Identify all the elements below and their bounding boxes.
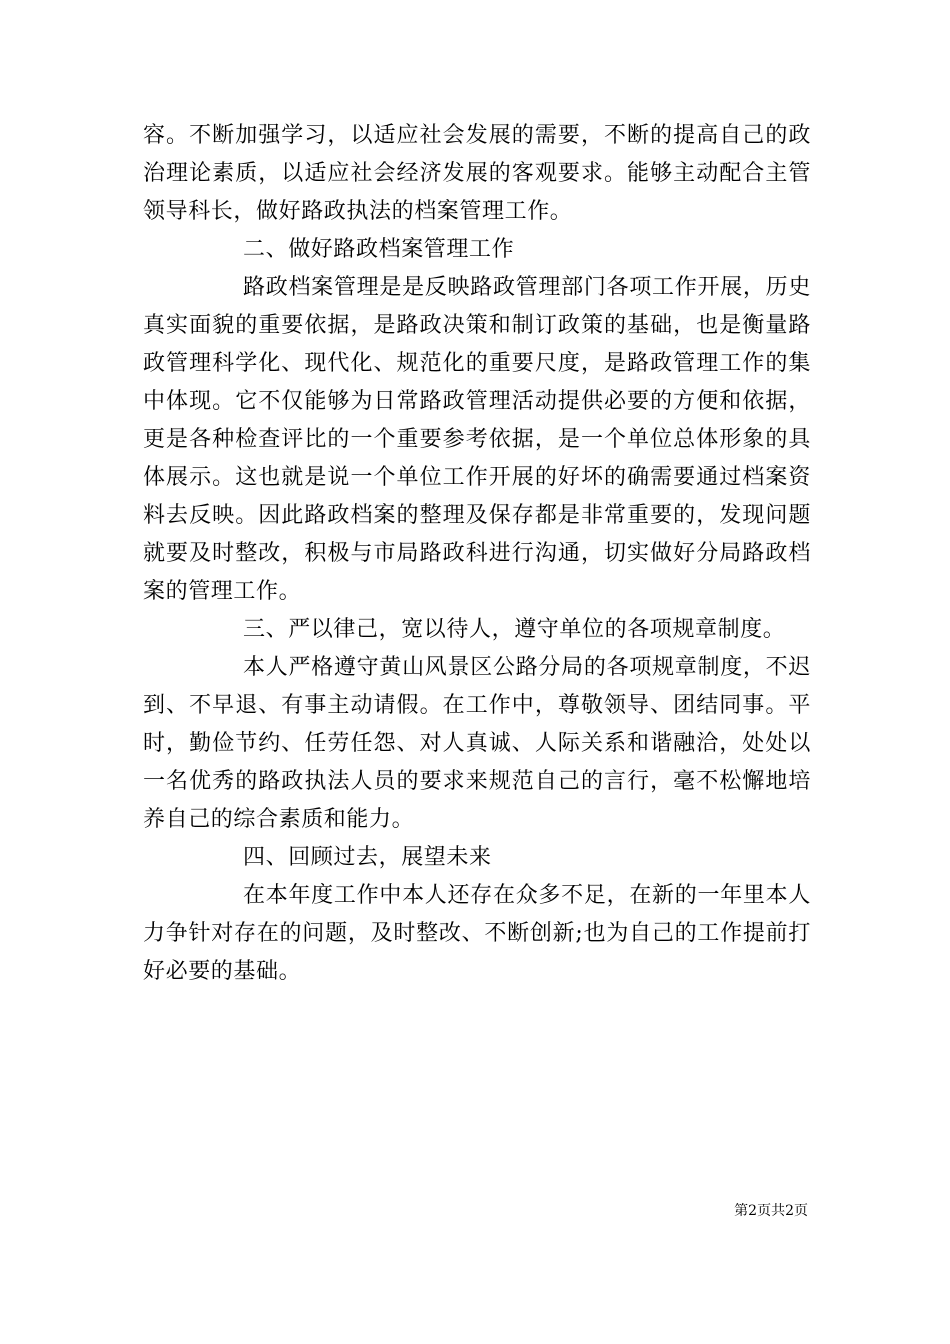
document-body bbox=[143, 117, 811, 991]
paragraph-archive-management: 路政档案管理是是反映路政管理部门各项工作开展，历史真实面貌的重要依据，是路政决策和制订政策的基础，也是衡量路政管理科学化、现代化、规范化的重要尺度，是路政管理工作的集中体现。它不仅能够为日常路政管理活动提供必要的方便和依据，更是各种检查评比的一个重要参考依据，是一个单位总体形象的具体展示。这也就是说一个单位工作开展的好坏的确需要通过档案资料去反映。因此路政档案的整理及保存都是非常重要的，发现问题就要及时整改，积极与市局路政科进行沟通，切实做好分局路政档案的管理工作。 bbox=[143, 275, 811, 604]
heading-section-3: 三、严以律己，宽以待人，遵守单位的各项规章制度。 bbox=[243, 617, 786, 642]
heading-section-2: 二、做好路政档案管理工作 bbox=[243, 237, 515, 262]
paragraph-continuation: 容。不断加强学习，以适应社会发展的需要，不断的提高自己的政治理论素质，以适应社会经济发展的客观要求。能够主动配合主管领导科长，做好路政执法的档案管理工作。 bbox=[143, 123, 811, 224]
heading-section-4: 四、回顾过去，展望未来 bbox=[243, 845, 492, 870]
page-number: 第2页共2页 bbox=[734, 1203, 808, 1219]
paragraph-rules: 本人严格遵守黄山风景区公路分局的各项规章制度，不迟到、不早退、有事主动请假。在工作中，尊敬领导、团结同事。平时，勤俭节约、任劳任怨、对人真诚、人际关系和谐融洽，处处以一名优秀的路政执法人员的要求来规范自己的言行，毫不松懈地培养自己的综合素质和能力。 bbox=[143, 655, 811, 832]
paragraph-outlook: 在本年度工作中本人还存在众多不足，在新的一年里本人力争针对存在的问题，及时整改、不断创新;也为自己的工作提前打好必要的基础。 bbox=[143, 883, 811, 984]
